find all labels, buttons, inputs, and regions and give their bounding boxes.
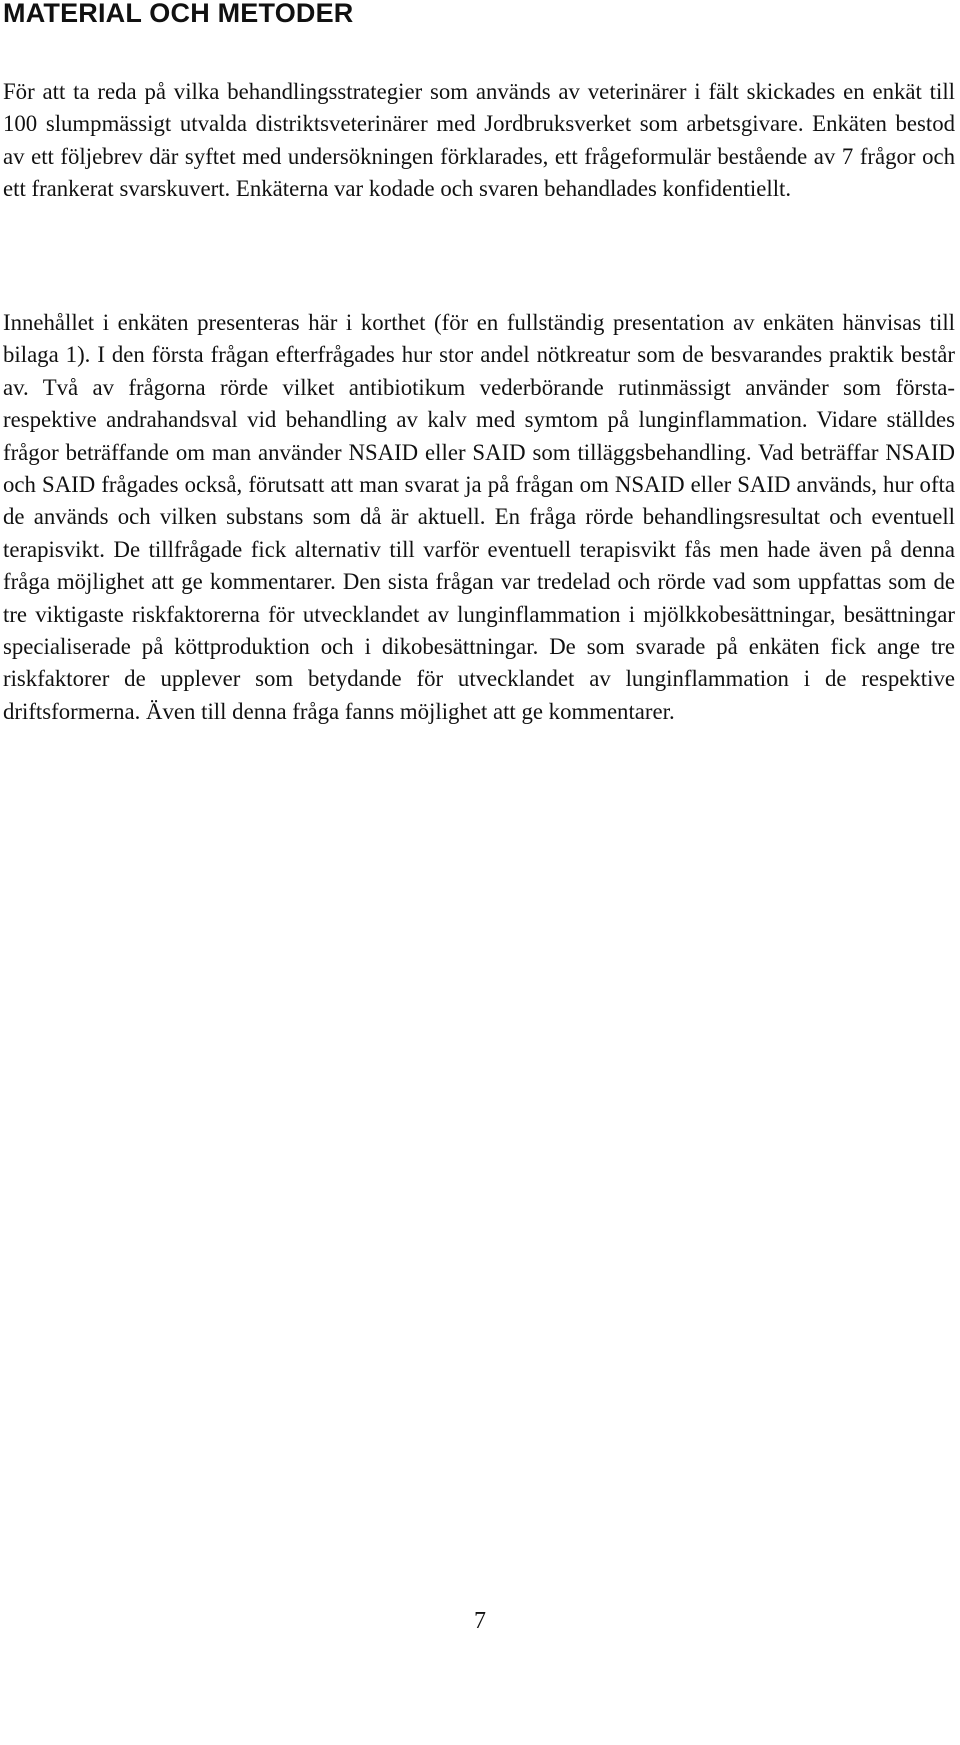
page-number: 7 xyxy=(474,1608,486,1634)
paragraph-survey-method: För att ta reda på vilka behandlingsstrategier som används av veterinärer i fält skickades en enkät till 100 slumpmässigt utvalda distriktsveterinärer med Jordbruksverket som arbetsgivare. Enkäten bestod av ett följebrev där syftet med undersökningen förklarades, ett frågeformulär bestående av 7 frågor och ett frankerat svarskuvert. Enkäterna var kodade och svaren behandlades konfidentiellt. xyxy=(3,79,955,202)
section-heading: MATERIAL OCH METODER xyxy=(3,0,354,28)
paragraph-survey-contents: Innehållet i enkäten presenteras här i korthet (för en fullständig presentation av enkäten hänvisas till bilaga 1). I den första frågan efterfrågades hur stor andel nötkreatur som de besvarandes praktik består av. Två av frågorna rörde vilket antibiotikum vederbörande rutinmässigt använder som första- respektive andrahandsval vid behandling av kalv med symtom på lunginflammation. Vidare ställdes frågor beträffande om man använder NSAID eller SAID som tilläggsbehandling. Vad beträffar NSAID och SAID frågades också, förutsatt att man svarat ja på frågan om NSAID eller SAID används, hur ofta de används och vilken substans som då är aktuell. En fråga rörde behandlingsresultat och eventuell terapisvikt. De tillfrågade fick alternativ till varför eventuell terapisvikt fås men hade även på denna fråga möjlighet att ge kommentarer. Den sista frågan var tredelad och rörde vad som uppfattas som de tre viktigaste riskfaktorerna för utvecklandet av lunginflammation i mjölkkobesättningar, besättningar specialiserade på köttproduktion och i dikobesättningar. De som svarade på enkäten fick ange tre riskfaktorer de upplever som betydande för utvecklandet av lunginflammation i de respektive driftsformerna. Även till denna fråga fanns möjlighet att ge kommentarer. xyxy=(3,310,955,724)
